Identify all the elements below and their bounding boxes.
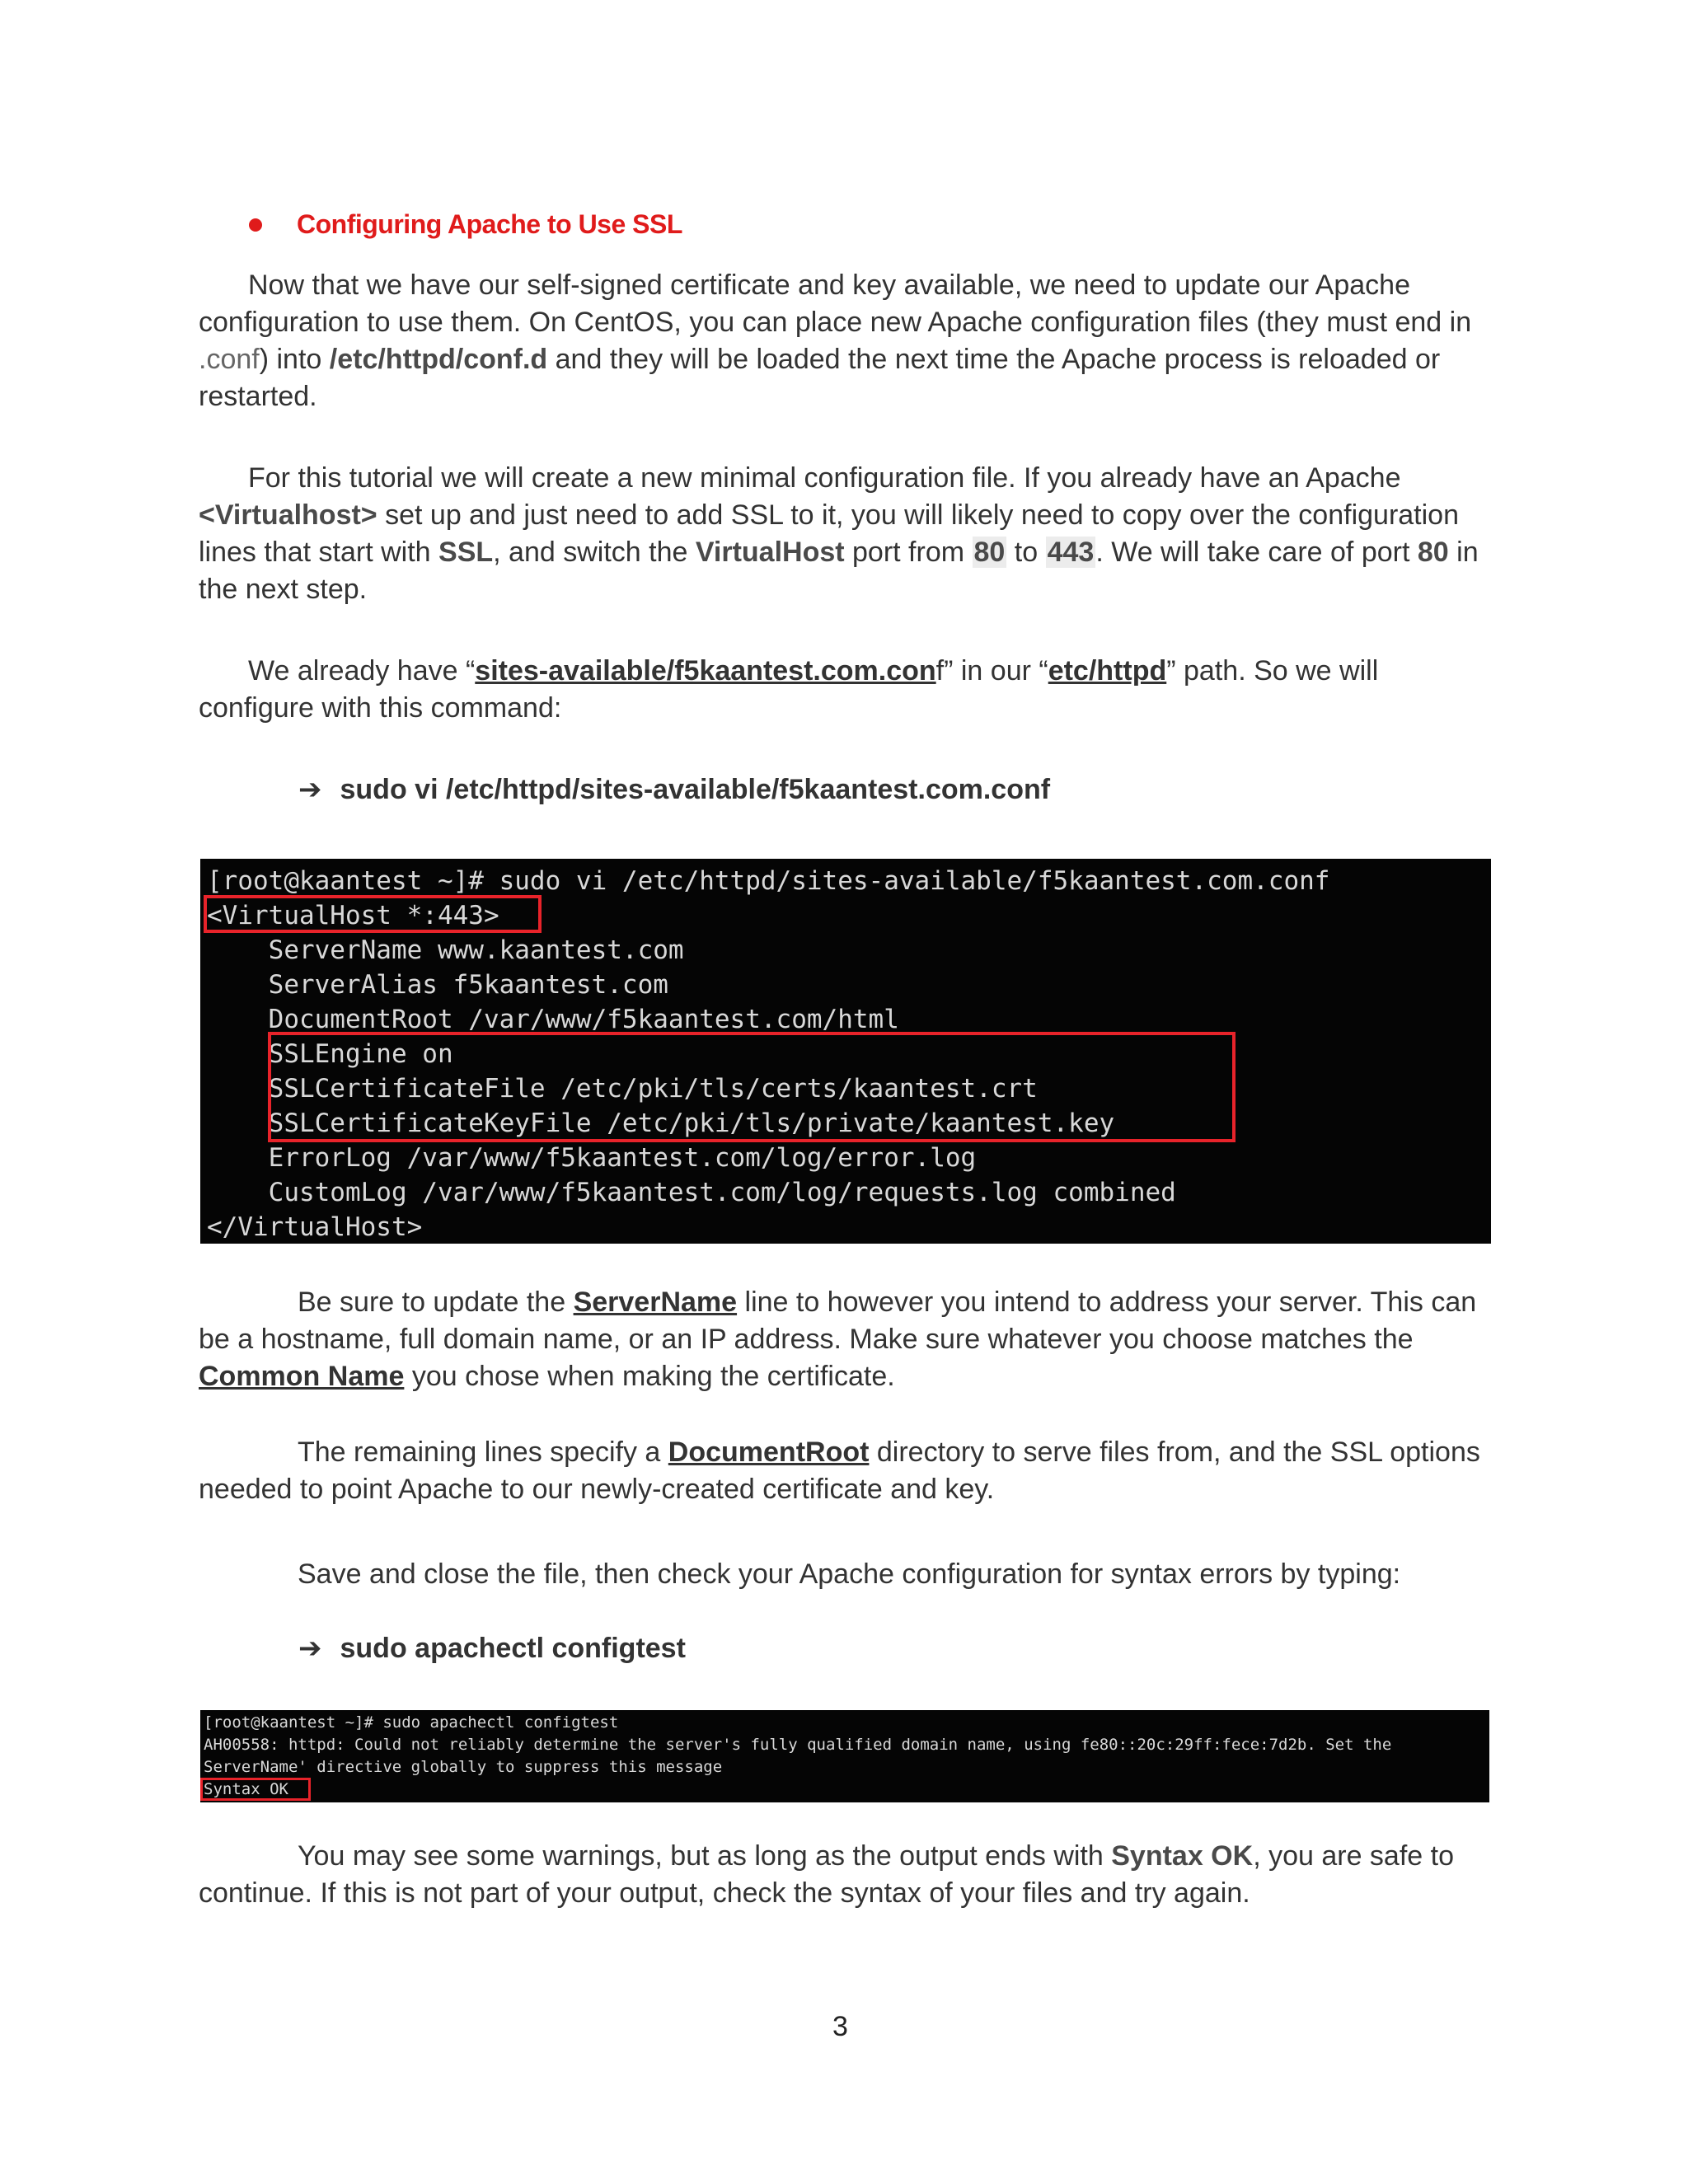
text: set up and just need to add SSL to it, you will likely need to copy over the configuration lines that start with	[199, 499, 1459, 568]
sites-available-link[interactable]: sites-available/f5kaantest.com.con	[475, 655, 936, 687]
arrow-right-icon: ➔	[298, 774, 322, 805]
text: in the next step.	[199, 537, 1479, 605]
text: . We will take care of port	[1095, 537, 1418, 568]
text: port from	[844, 537, 973, 568]
text: to	[1006, 537, 1046, 568]
text: and they will be loaded the next time the Apache process is reloaded or restarted.	[199, 344, 1441, 412]
servername-link[interactable]: ServerName	[573, 1286, 738, 1318]
text: , you are safe to continue. If this is not part of your output, check the syntax of your files and try again.	[199, 1840, 1454, 1909]
text: you chose when making the certificate.	[404, 1361, 895, 1392]
terminal-line: <VirtualHost *:443>	[207, 901, 499, 930]
port-80: 80	[973, 537, 1006, 568]
common-name-link[interactable]: Common Name	[199, 1361, 405, 1392]
text: line to however you intend to address your server. This can be a hostname, full domain name, or an IP address. Make sure whatever you choose matches the	[199, 1286, 1477, 1355]
terminal-line: ErrorLog /var/www/f5kaantest.com/log/error.log	[207, 1143, 977, 1173]
highlight-box-syntax-ok	[200, 1778, 311, 1801]
port-443: 443	[1047, 537, 1095, 568]
terminal-line: SSLEngine on	[207, 1039, 453, 1069]
text: Now that we have our self-signed certificate and key available, we need to update our Apache configuration to use them. On CentOS, you can place new Apache configuration files (they must end in	[199, 269, 1472, 338]
text: directory to serve files from, and the SSL options needed to point Apache to our newly-created certificate and key.	[199, 1436, 1480, 1505]
text: ” path. So we will configure with this command:	[199, 655, 1379, 724]
text: f	[935, 655, 945, 687]
paragraph-warnings	[199, 1838, 1493, 1912]
command-configtest-text: sudo apachectl configtest	[340, 1632, 686, 1664]
text: We already have “	[248, 655, 476, 687]
terminal-line: SSLCertificateKeyFile /etc/pki/tls/private/kaantest.key	[207, 1108, 1115, 1138]
terminal-line: AH00558: httpd: Could not reliably determine the server's fully qualified domain name, using fe80::20c:29ff:fece:7d2b. Set the	[204, 1736, 1392, 1754]
text: You may see some warnings, but as long as the output ends with	[298, 1840, 1112, 1872]
paragraph-documentroot	[199, 1434, 1493, 1508]
terminal-line: ServerAlias f5kaantest.com	[207, 970, 668, 1000]
syntax-ok-keyword: Syntax OK	[1111, 1840, 1254, 1872]
bullet-icon	[249, 218, 262, 232]
paragraph-servername	[199, 1284, 1493, 1395]
text: , and switch the	[493, 537, 696, 568]
ssl-keyword: SSL	[438, 537, 494, 568]
text: ) into	[259, 344, 330, 375]
command-vi	[298, 773, 1050, 806]
conf-extension: .conf	[199, 344, 260, 375]
text: The remaining lines specify a	[298, 1436, 668, 1468]
arrow-right-icon: ➔	[298, 1633, 322, 1664]
paragraph-tutorial	[199, 460, 1493, 608]
terminal-line: ServerName' directive globally to suppress this message	[204, 1758, 723, 1776]
port-80-next: 80	[1417, 537, 1449, 568]
paragraph-save-close	[199, 1556, 1493, 1593]
terminal-line: [root@kaantest ~]# sudo vi /etc/httpd/sites-available/f5kaantest.com.conf	[207, 866, 1330, 896]
section-heading-text: Configuring Apache to Use SSL	[297, 209, 682, 239]
conf-d-path: /etc/httpd/conf.d	[329, 344, 548, 375]
command-configtest	[298, 1632, 686, 1665]
terminal-line: ServerName www.kaantest.com	[207, 935, 684, 965]
terminal-line: [root@kaantest ~]# sudo apachectl configtest	[204, 1713, 619, 1732]
text: Be sure to update the	[298, 1286, 574, 1318]
etc-httpd-link[interactable]: etc/httpd	[1048, 655, 1167, 687]
terminal-screenshot-vhost	[200, 859, 1491, 1244]
terminal-line: CustomLog /var/www/f5kaantest.com/log/requests.log combined	[207, 1178, 1176, 1207]
documentroot-link[interactable]: DocumentRoot	[668, 1436, 870, 1468]
text: Save and close the file, then check your Apache configuration for syntax errors by typing:	[298, 1558, 1401, 1590]
paragraph-intro	[199, 267, 1493, 415]
virtualhost-tag: <Virtualhost>	[199, 499, 377, 531]
terminal-line: Syntax OK	[204, 1780, 288, 1798]
virtualhost-keyword: VirtualHost	[695, 537, 845, 568]
section-heading	[249, 209, 682, 240]
command-vi-text: sudo vi /etc/httpd/sites-available/f5kaantest.com.conf	[340, 773, 1051, 805]
terminal-screenshot-configtest	[200, 1710, 1489, 1802]
text: For this tutorial we will create a new minimal configuration file. If you already have an Apache	[248, 462, 1401, 494]
terminal-line: DocumentRoot /var/www/f5kaantest.com/html	[207, 1005, 899, 1034]
terminal-line: SSLCertificateFile /etc/pki/tls/certs/kaantest.crt	[207, 1074, 1038, 1104]
page-number: 3	[832, 2011, 848, 2042]
text: ” in our “	[944, 655, 1048, 687]
highlight-box-virtualhost	[204, 895, 542, 933]
paragraph-sites-available	[199, 653, 1493, 727]
highlight-box-ssl	[268, 1032, 1236, 1142]
terminal-line: </VirtualHost>	[207, 1212, 423, 1242]
